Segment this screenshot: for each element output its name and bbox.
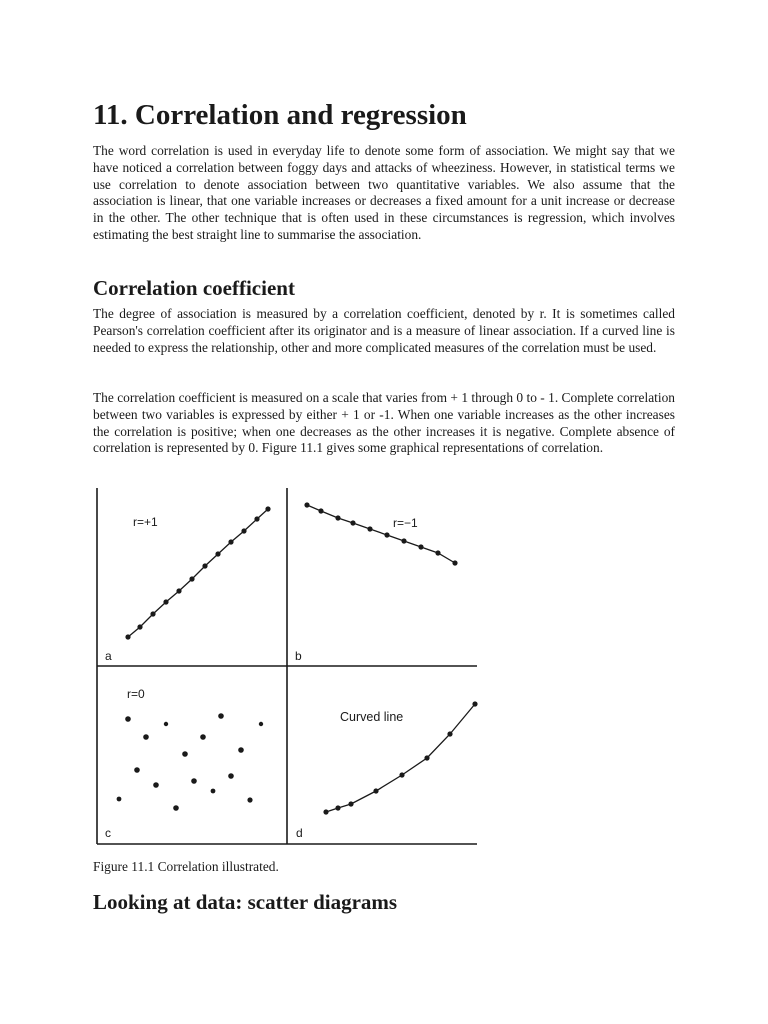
data-point — [218, 713, 224, 719]
figure-grid — [97, 488, 477, 844]
data-point — [247, 797, 252, 802]
data-point — [134, 767, 140, 773]
panel-a-label: r=+1 — [133, 515, 158, 529]
data-point — [254, 516, 259, 521]
data-point — [137, 624, 142, 629]
data-point — [164, 722, 168, 726]
data-point — [150, 611, 155, 616]
panel-b-points — [304, 502, 457, 565]
data-point — [173, 805, 179, 811]
data-point — [323, 809, 328, 814]
panel-a — [105, 506, 271, 663]
data-point — [435, 550, 440, 555]
data-point — [182, 751, 188, 757]
negative-correlation-line — [307, 505, 455, 563]
data-point — [424, 755, 429, 760]
data-point — [163, 599, 168, 604]
data-point — [117, 797, 122, 802]
panel-d — [296, 701, 478, 840]
data-point — [399, 772, 404, 777]
data-point — [367, 526, 372, 531]
data-point — [452, 560, 457, 565]
data-point — [348, 801, 353, 806]
correlation-paragraph-1: The degree of association is measured by a correlation coefficient, denoted by r. It is sometimes called Pearson's correlation coefficient after its originator and is a measure of linear association. If a curved line is needed to express the relationship, other and more complicated measures of the correlation must be used. — [93, 306, 675, 355]
data-point — [211, 789, 216, 794]
data-point — [350, 520, 355, 525]
data-point — [238, 747, 244, 753]
data-point — [447, 731, 452, 736]
section-heading-correlation-coefficient: Correlation coefficient — [93, 276, 295, 300]
data-point — [125, 716, 131, 722]
data-point — [153, 782, 159, 788]
data-point — [176, 588, 181, 593]
data-point — [265, 506, 270, 511]
correlation-figure-svg — [93, 486, 481, 846]
data-point — [304, 502, 309, 507]
data-point — [259, 722, 263, 726]
data-point — [335, 805, 340, 810]
data-point — [189, 576, 194, 581]
data-point — [318, 508, 323, 513]
panel-b — [295, 502, 458, 663]
data-point — [191, 778, 197, 784]
panel-c-label: r=0 — [127, 687, 145, 701]
data-point — [418, 544, 423, 549]
data-point — [202, 563, 207, 568]
data-point — [373, 788, 378, 793]
data-point — [384, 532, 389, 537]
intro-paragraph: The word correlation is used in everyday life to denote some form of association. We might say that we have noticed a correlation between foggy days and attacks of wheeziness. However, in statistical terms we use correlation to denote association between two quantitative variables. We also assume that the association is linear, that one variable increases or decreases a fixed amount for a unit increase or decrease in the other. The other technique that is often used in these circumstances is regression, which involves estimating the best straight line to summarise the association. — [93, 143, 675, 242]
correlation-paragraph-2: The correlation coefficient is measured on a scale that varies from + 1 through 0 to - 1. Complete correlation between two variables is expressed by either + 1 or -1. When one variable increases as the other increases the correlation is positive; when one decreases as the other increases it is negative. Complete absence of correlation is represented by 0. Figure 11.1 gives some graphical representations of correlation. — [93, 390, 675, 456]
panel-b-label: r=−1 — [393, 516, 418, 530]
panel-d-label: Curved line — [340, 710, 404, 724]
data-point — [401, 538, 406, 543]
section-heading-scatter-diagrams: Looking at data: scatter diagrams — [93, 890, 398, 914]
data-point — [228, 773, 234, 779]
data-point — [200, 734, 206, 740]
data-point — [125, 634, 130, 639]
data-point — [335, 515, 340, 520]
data-point — [143, 734, 149, 740]
chapter-title: 11. Correlation and regression — [93, 99, 467, 131]
figure-caption: Figure 11.1 Correlation illustrated. — [93, 859, 279, 874]
panel-d-letter: d — [296, 826, 303, 840]
figure-11-1 — [93, 486, 481, 846]
data-point — [215, 551, 220, 556]
data-point — [472, 701, 477, 706]
panel-c-letter: c — [105, 826, 111, 840]
data-point — [241, 528, 246, 533]
panel-c — [105, 687, 263, 840]
panel-c-points — [117, 713, 264, 811]
panel-b-letter: b — [295, 649, 302, 663]
data-point — [228, 539, 233, 544]
panel-a-letter: a — [105, 649, 112, 663]
